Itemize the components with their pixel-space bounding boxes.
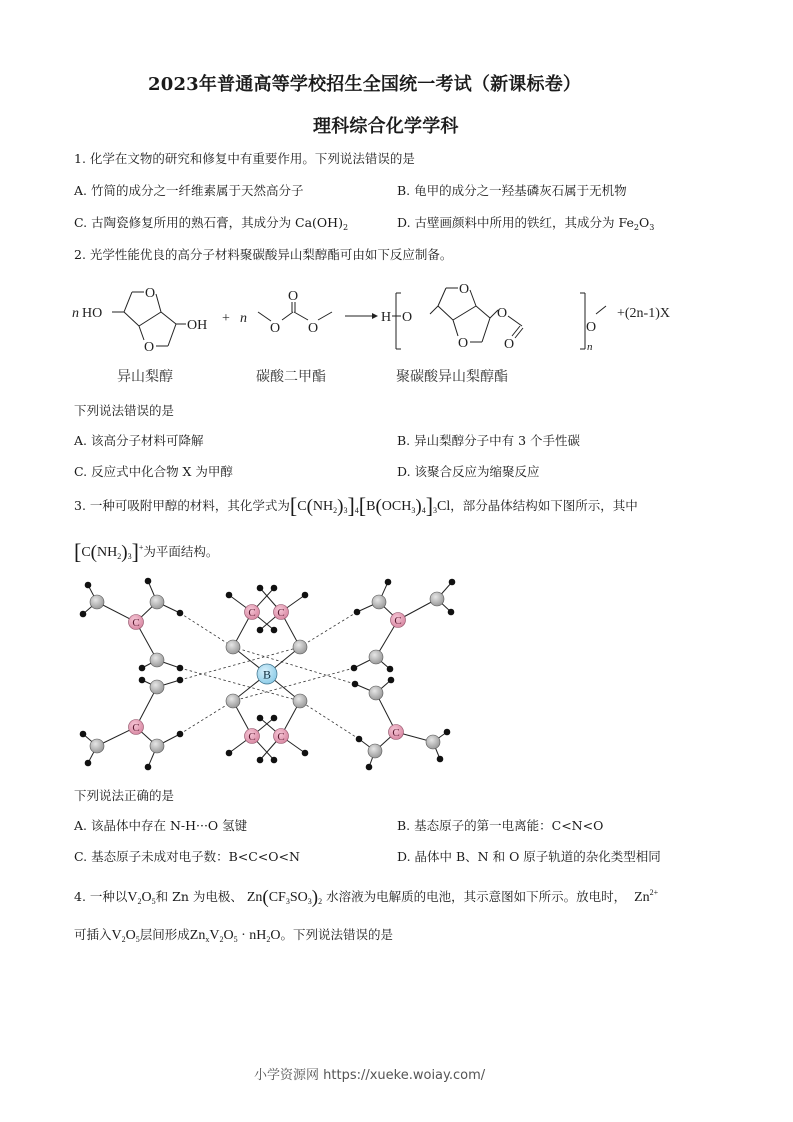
- ring-o-top: O: [145, 286, 156, 301]
- reactant2-n: n: [240, 311, 247, 326]
- q1-option-c: C. 古陶瓷修复所用的熟石膏，其成分为 $Ca(OH)_2$: [74, 215, 349, 232]
- product-o-end: O: [586, 320, 597, 335]
- dmc-o-carbonyl: O: [288, 289, 299, 304]
- reactant1-ho: HO: [82, 306, 103, 321]
- plus-sign: +: [222, 311, 230, 326]
- carbon-label: C: [132, 617, 140, 629]
- q3-option-d: D. 晶体中 B、N 和 O 原子轨道的杂化类型相同: [397, 849, 661, 864]
- carbon-label: C: [248, 607, 256, 619]
- q3-option-c: C. 基态原子未成对电子数：B<C<O<N: [74, 849, 300, 864]
- label-polycarbonate: 聚碳酸异山梨醇酯: [396, 369, 508, 385]
- q2-option-b: B. 异山梨醇分子中有 3 个手性碳: [397, 433, 581, 448]
- product-o1: O: [402, 310, 413, 325]
- q2-prompt: 下列说法错误的是: [74, 403, 175, 418]
- q1-option-a: A. 竹简的成分之一纤维素属于天然高分子: [74, 183, 304, 198]
- q1-option-d: D. 古壁画颜料中所用的铁红，其成分为 $Fe_2O_3$: [397, 215, 655, 232]
- q3-option-a: A. 该晶体中存在 N-H···O 氢键: [74, 818, 248, 833]
- q3-prompt: 下列说法正确的是: [74, 788, 175, 803]
- byproduct: +(2n-1)X: [617, 306, 670, 321]
- q4-stem-line2: 可插入$V_2O_5$层间形成$Zn_xV_2O_5 \cdot nH_2O$。下列说法错误的是: [74, 927, 394, 944]
- q3-option-b: B. 基态原子的第一电离能：C<N<O: [397, 818, 604, 833]
- q3-formula: $[C(NH_2)_3]_4[B(OCH_3)_4]_3Cl$: [289, 493, 451, 518]
- q1-stem: 1. 化学在文物的研究和修复中有重要作用。下列说法错误的是: [74, 151, 415, 166]
- product-subscript-n: n: [587, 341, 593, 353]
- ring-o-bottom: O: [144, 340, 155, 355]
- carbon-label: C: [394, 615, 402, 627]
- boron-label: B: [262, 667, 272, 682]
- q3-stem-line2: $[C(NH_2)_3]^+$为平面结构。: [74, 539, 219, 564]
- reactant1-n: n: [72, 306, 79, 321]
- q4-stem-line1: 4. 一种以$V_2O_5$和 Zn 为电极、 $Zn(CF_3SO_3)_2$ 水溶液为电解质的电池，其示意图如下所示。放电时， $Zn^{2+}$: [74, 887, 659, 908]
- carbon-label: C: [277, 731, 285, 743]
- q2-option-a: A. 该高分子材料可降解: [74, 433, 204, 448]
- exam-subtitle: 理科综合化学学科: [313, 116, 459, 137]
- q4-electrolyte-formula: $Zn(CF_3SO_3)_2$: [246, 887, 323, 908]
- q4-product-formula: $Zn_xV_2O_5 \cdot nH_2O$: [189, 928, 281, 944]
- q2-stem: 2. 光学性能优良的高分子材料聚碳酸异山梨醇酯可由如下反应制备。: [74, 247, 453, 262]
- q1-option-b: B. 龟甲的成分之一羟基磷灰石属于无机物: [397, 183, 627, 198]
- carbon-label: C: [392, 727, 400, 739]
- product-ring-o-bottom: O: [458, 336, 469, 351]
- q4-zn-ion: $Zn^{2+}$: [634, 888, 659, 905]
- carbon-label: C: [132, 722, 140, 734]
- q2-option-d: D. 该聚合反应为缩聚反应: [397, 464, 540, 479]
- reactant1-oh: OH: [187, 318, 208, 333]
- product-o-carbonyl: O: [504, 337, 515, 352]
- label-dimethyl-carbonate: 碳酸二甲酯: [256, 369, 326, 385]
- carbon-label: C: [248, 731, 256, 743]
- dmc-o1: O: [270, 321, 281, 336]
- footer-watermark: 小学资源网 https://xueke.woiay.com/: [254, 1068, 486, 1083]
- carbon-label: C: [277, 607, 285, 619]
- label-isosorbide: 异山梨醇: [117, 369, 173, 385]
- product-o2: O: [497, 306, 508, 321]
- dmc-o2: O: [308, 321, 319, 336]
- exam-title: 2023年普通高等学校招生全国统一考试（新课标卷）: [148, 74, 582, 95]
- q3-stem: 3. 一种可吸附甲醇的材料，其化学式为$[C(NH_2)_3]_4[B(OCH_3)_4]_3Cl$，部分晶体结构如下图所示，其中: [74, 493, 638, 518]
- q2-option-c: C. 反应式中化合物 X 为甲醇: [74, 464, 233, 479]
- product-h: H: [381, 310, 392, 325]
- q3-cation-formula: $[C(NH_2)_3]^+$: [74, 539, 144, 564]
- product-ring-o-top: O: [459, 282, 470, 297]
